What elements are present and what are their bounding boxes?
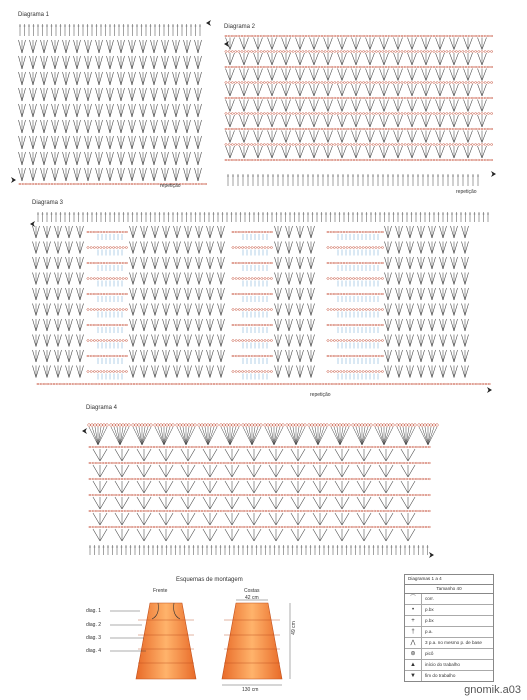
legend-symbol: • (405, 605, 422, 615)
legend-text: corr. (425, 595, 434, 601)
row-label-4: diag. 4 (86, 648, 102, 654)
diagram-4-chart (80, 405, 440, 565)
diagram-2 (220, 24, 500, 196)
height-measure: 49 cm (290, 621, 297, 635)
row-label-1: diag. 1 (86, 608, 102, 614)
diagram-1-title: Diagrama 1 (18, 12, 50, 18)
diagram-1-repeat: repetição (160, 183, 181, 189)
legend-symbol: + (405, 616, 422, 626)
hem-measure: 130 cm (242, 687, 259, 693)
legend-symbol: ⋀ (405, 638, 422, 648)
diagram-3 (28, 200, 498, 400)
legend-row (405, 649, 493, 660)
waist-measure: 42 cm (245, 595, 259, 601)
diagram-2-title: Diagrama 2 (224, 24, 256, 30)
legend-table (404, 574, 494, 682)
schematic-title: Esquemas de montagem (176, 577, 243, 583)
diagram-2-repeat: repetição (456, 189, 477, 195)
legend-size: Tamanho 40 (405, 585, 493, 595)
diagram-1 (14, 12, 214, 192)
legend-text: 3 p.a. no mesmo p. de base (425, 639, 482, 645)
skirt-shapes (80, 575, 320, 695)
watermark: gnomik.a03 (464, 684, 521, 696)
legend-text: p.a. (425, 628, 433, 634)
legend-row (405, 605, 493, 616)
assembly-schematic (80, 575, 320, 695)
diagram-1-chart (14, 12, 214, 192)
legend-title: Diagramas 1 a 4 (405, 575, 493, 585)
row-label-3: diag. 3 (86, 635, 102, 641)
legend-symbol: † (405, 627, 422, 637)
diagram-3-title: Diagrama 3 (32, 200, 64, 206)
legend-row (405, 616, 493, 627)
legend-text: início do trabalho (425, 661, 460, 667)
diagram-4-title: Diagrama 4 (86, 405, 118, 411)
legend-symbol: ▲ (405, 660, 422, 670)
legend-row (405, 660, 493, 671)
back-label: Costas (244, 588, 260, 594)
front-label: Frente (153, 588, 168, 594)
legend-symbol: ⌒ (405, 594, 422, 604)
legend-row (405, 627, 493, 638)
legend-text: picô (425, 650, 434, 656)
legend-text: p.bx (425, 617, 434, 623)
legend-row (405, 638, 493, 649)
row-label-2: diag. 2 (86, 622, 102, 628)
legend-symbol: ⊛ (405, 649, 422, 659)
diagram-4 (80, 405, 440, 565)
diagram-2-chart (220, 24, 500, 196)
legend-symbol: ▼ (405, 671, 422, 681)
legend-row (405, 594, 493, 605)
legend-text: p.bx (425, 606, 434, 612)
legend-row (405, 671, 493, 681)
diagram-3-chart (28, 200, 498, 400)
legend-text: fim do trabalho (425, 672, 456, 678)
diagram-3-repeat: repetição (310, 392, 331, 398)
